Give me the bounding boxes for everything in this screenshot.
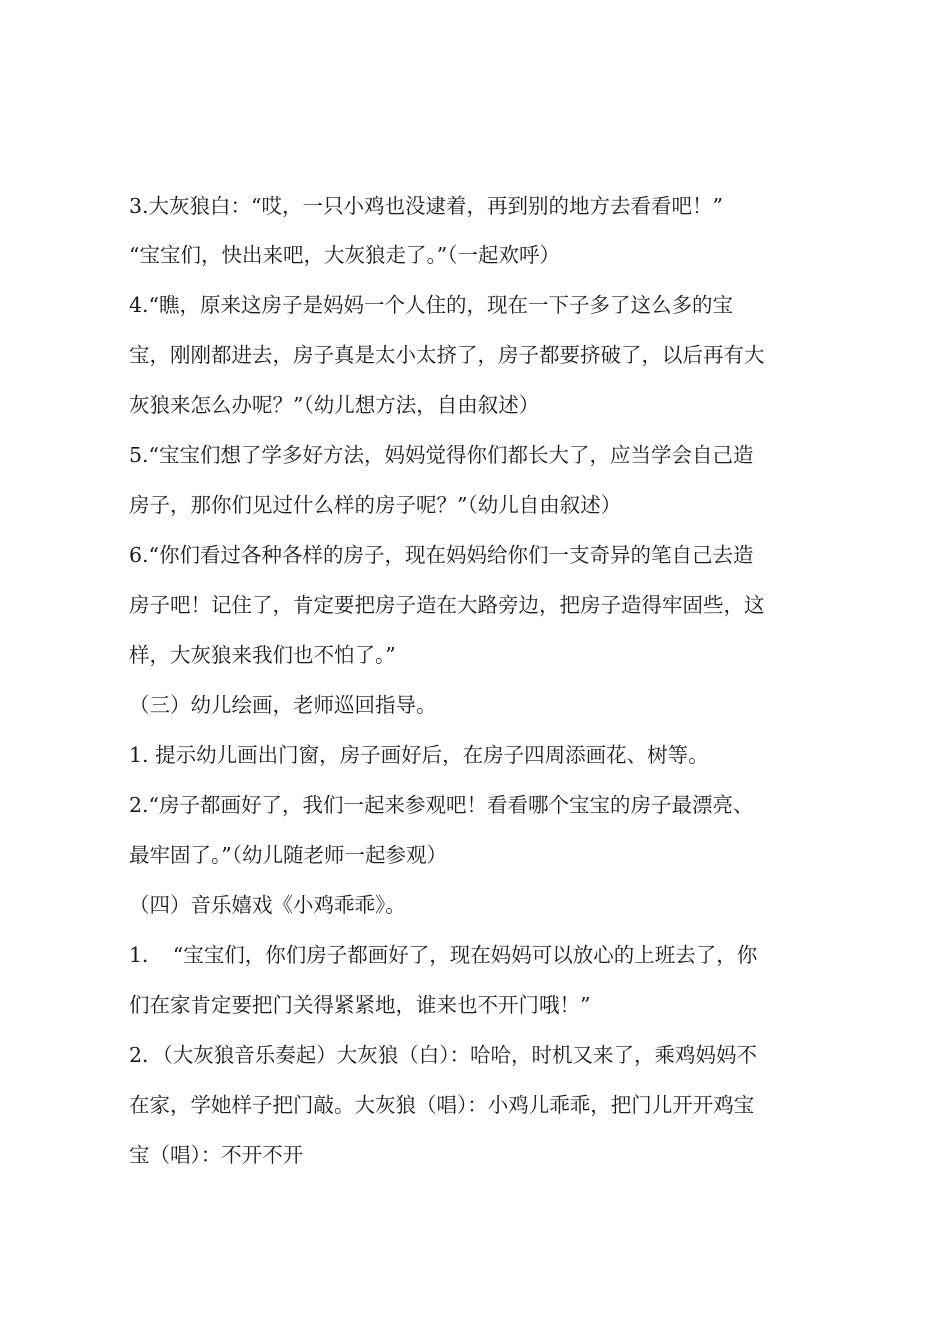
text-line: 1． “宝宝们，你们房子都画好了，现在妈妈可以放心的上班去了，你 [129, 943, 758, 967]
text-line: 3.大灰狼白：“哎，一只小鸡也没逮着，再到别的地方去看看吧！” [129, 194, 724, 218]
section-heading: （四）音乐嬉戏《小鸡乖乖》。 [129, 893, 406, 917]
text-line: 5.“宝宝们想了学多好方法，妈妈觉得你们都长大了，应当学会自己造 [129, 443, 754, 467]
section-heading: （三）幼儿绘画，老师巡回指导。 [129, 693, 437, 717]
text-line: 宝，刚刚都进去，房子真是太小太挤了，房子都要挤破了，以后再有大 [129, 343, 765, 367]
text-line: 在家，学她样子把门敲。大灰狼（唱）：小鸡儿乖乖，把门儿开开鸡宝 [129, 1093, 755, 1117]
text-line: 房子吧！记住了，肯定要把房子造在大路旁边，把房子造得牢固些，这 [129, 593, 765, 617]
text-line: 宝（唱）：不开不开 [129, 1143, 304, 1167]
text-line: 1. 提示幼儿画出门窗，房子画好后，在房子四周添画花、树等。 [129, 743, 709, 767]
text-line: 4.“瞧，原来这房子是妈妈一个人住的，现在一下子多了这么多的宝 [129, 293, 734, 317]
text-line: 2.“房子都画好了，我们一起来参观吧！看看哪个宝宝的房子最漂亮、 [129, 793, 754, 817]
text-line: “宝宝们，快出来吧，大灰狼走了。”（一起欢呼） [129, 243, 560, 267]
text-line: 房子，那你们见过什么样的房子呢？”（幼儿自由叙述） [129, 493, 622, 517]
text-line: 6.“你们看过各种各样的房子，现在妈妈给你们一支奇异的笔自己去造 [129, 543, 754, 567]
text-line: 2．（大灰狼音乐奏起）大灰狼（白）：哈哈，时机又来了，乘鸡妈妈不 [129, 1043, 758, 1067]
text-line: 们在家肯定要把门关得紧紧地，谁来也不开门哦！” [129, 993, 591, 1017]
text-line: 灰狼来怎么办呢？”（幼儿想方法，自由叙述） [129, 393, 540, 417]
text-line: 样，大灰狼来我们也不怕了。” [129, 643, 396, 667]
text-line: 最牢固了。”（幼儿随老师一起参观） [129, 843, 447, 867]
